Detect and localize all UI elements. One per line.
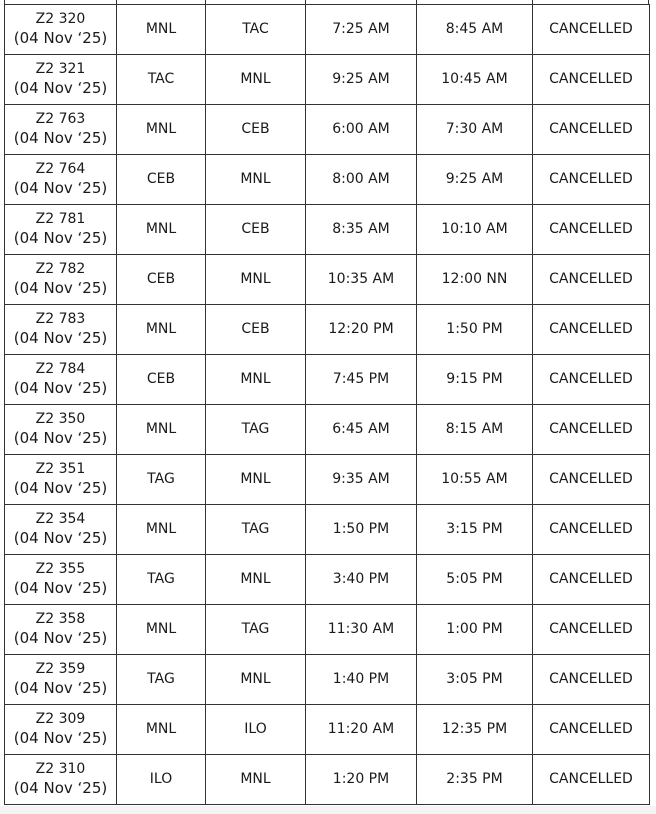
flight-cell <box>5 205 117 255</box>
table-row <box>5 255 650 305</box>
departure-time-cell: 10:35 AM <box>306 255 417 305</box>
destination-cell: MNL <box>206 555 306 605</box>
departure-time-cell: 8:00 AM <box>306 155 417 205</box>
arrival-time-cell: 2:35 PM <box>417 755 533 805</box>
table-row <box>5 655 650 705</box>
status-cell: CANCELLED <box>533 255 650 305</box>
origin-cell: MNL <box>117 205 206 255</box>
table-row <box>5 505 650 555</box>
flight-number: Z2 350 <box>35 411 86 427</box>
arrival-time-cell: 3:05 PM <box>417 655 533 705</box>
origin-cell: MNL <box>117 5 206 55</box>
arrival-time-cell: 10:10 AM <box>417 205 533 255</box>
status-cell: CANCELLED <box>533 705 650 755</box>
departure-time-cell: 7:45 PM <box>306 355 417 405</box>
destination-cell: CEB <box>206 105 306 155</box>
origin-cell: MNL <box>117 505 206 555</box>
destination-cell: TAG <box>206 605 306 655</box>
status-cell: CANCELLED <box>533 105 650 155</box>
departure-time-cell: 9:25 AM <box>306 55 417 105</box>
origin-cell: MNL <box>117 405 206 455</box>
flight-cell <box>5 455 117 505</box>
table-row <box>5 555 650 605</box>
flight-date: (04 Nov ‘25) <box>13 629 108 647</box>
flight-number: Z2 782 <box>35 261 86 277</box>
arrival-time-cell: 3:15 PM <box>417 505 533 555</box>
flight-rows <box>5 5 650 805</box>
status-cell: CANCELLED <box>533 555 650 605</box>
arrival-time-cell: 7:30 AM <box>417 105 533 155</box>
arrival-time-cell: 1:50 PM <box>417 305 533 355</box>
status-cell: CANCELLED <box>533 355 650 405</box>
flight-date: (04 Nov ‘25) <box>13 179 108 197</box>
flight-cell <box>5 655 117 705</box>
flight-number: Z2 358 <box>35 611 86 627</box>
departure-time-cell: 7:25 AM <box>306 5 417 55</box>
destination-cell: MNL <box>206 455 306 505</box>
origin-cell: TAG <box>117 655 206 705</box>
destination-cell: MNL <box>206 355 306 405</box>
origin-cell: MNL <box>117 105 206 155</box>
status-cell: CANCELLED <box>533 605 650 655</box>
table-row <box>5 755 650 805</box>
status-cell: CANCELLED <box>533 405 650 455</box>
flight-cell <box>5 5 117 55</box>
flight-date: (04 Nov ‘25) <box>13 579 108 597</box>
status-cell: CANCELLED <box>533 655 650 705</box>
flight-date: (04 Nov ‘25) <box>13 329 108 347</box>
flight-cell <box>5 755 117 805</box>
table-row <box>5 405 650 455</box>
destination-cell: TAG <box>206 505 306 555</box>
page-bottom-edge <box>0 806 656 814</box>
table-row <box>5 455 650 505</box>
origin-cell: MNL <box>117 605 206 655</box>
departure-time-cell: 12:20 PM <box>306 305 417 355</box>
flight-number: Z2 784 <box>35 361 86 377</box>
status-cell: CANCELLED <box>533 455 650 505</box>
flight-date: (04 Nov ‘25) <box>13 679 108 697</box>
destination-cell: CEB <box>206 205 306 255</box>
status-cell: CANCELLED <box>533 55 650 105</box>
origin-cell: ILO <box>117 755 206 805</box>
arrival-time-cell: 9:25 AM <box>417 155 533 205</box>
departure-time-cell: 3:40 PM <box>306 555 417 605</box>
table-row <box>5 605 650 655</box>
arrival-time-cell: 12:00 NN <box>417 255 533 305</box>
departure-time-cell: 11:20 AM <box>306 705 417 755</box>
departure-time-cell: 1:20 PM <box>306 755 417 805</box>
table-row <box>5 105 650 155</box>
flight-date: (04 Nov ‘25) <box>13 29 108 47</box>
origin-cell: TAG <box>117 555 206 605</box>
flight-number: Z2 321 <box>35 61 86 77</box>
flight-number: Z2 309 <box>35 711 86 727</box>
flight-cell <box>5 355 117 405</box>
flight-cell <box>5 705 117 755</box>
destination-cell: MNL <box>206 255 306 305</box>
flight-number: Z2 320 <box>35 11 86 27</box>
flight-cell <box>5 305 117 355</box>
status-cell: CANCELLED <box>533 305 650 355</box>
flight-number: Z2 764 <box>35 161 86 177</box>
arrival-time-cell: 5:05 PM <box>417 555 533 605</box>
table-row <box>5 205 650 255</box>
destination-cell: MNL <box>206 155 306 205</box>
flight-cell <box>5 605 117 655</box>
table-row <box>5 705 650 755</box>
origin-cell: CEB <box>117 255 206 305</box>
flight-cell <box>5 105 117 155</box>
arrival-time-cell: 9:15 PM <box>417 355 533 405</box>
arrival-time-cell: 8:15 AM <box>417 405 533 455</box>
destination-cell: MNL <box>206 755 306 805</box>
departure-time-cell: 6:00 AM <box>306 105 417 155</box>
arrival-time-cell: 12:35 PM <box>417 705 533 755</box>
table-row <box>5 355 650 405</box>
flight-cell <box>5 255 117 305</box>
destination-cell: ILO <box>206 705 306 755</box>
flight-number: Z2 359 <box>35 661 86 677</box>
destination-cell: CEB <box>206 305 306 355</box>
flight-date: (04 Nov ‘25) <box>13 729 108 747</box>
arrival-time-cell: 1:00 PM <box>417 605 533 655</box>
flight-number: Z2 310 <box>35 761 86 777</box>
flight-date: (04 Nov ‘25) <box>13 79 108 97</box>
destination-cell: MNL <box>206 55 306 105</box>
departure-time-cell: 1:40 PM <box>306 655 417 705</box>
destination-cell: MNL <box>206 655 306 705</box>
flight-date: (04 Nov ‘25) <box>13 779 108 797</box>
status-cell: CANCELLED <box>533 505 650 555</box>
status-cell: CANCELLED <box>533 5 650 55</box>
departure-time-cell: 6:45 AM <box>306 405 417 455</box>
origin-cell: MNL <box>117 705 206 755</box>
table-row <box>5 305 650 355</box>
departure-time-cell: 8:35 AM <box>306 205 417 255</box>
flight-number: Z2 355 <box>35 561 86 577</box>
origin-cell: CEB <box>117 355 206 405</box>
origin-cell: TAG <box>117 455 206 505</box>
table-row <box>5 55 650 105</box>
flight-cancellations-table-container <box>4 4 650 805</box>
flight-date: (04 Nov ‘25) <box>13 429 108 447</box>
table-row <box>5 5 650 55</box>
status-cell: CANCELLED <box>533 755 650 805</box>
origin-cell: TAC <box>117 55 206 105</box>
flight-date: (04 Nov ‘25) <box>13 279 108 297</box>
departure-time-cell: 9:35 AM <box>306 455 417 505</box>
flight-cell <box>5 505 117 555</box>
flight-number: Z2 351 <box>35 461 86 477</box>
departure-time-cell: 11:30 AM <box>306 605 417 655</box>
flight-number: Z2 354 <box>35 511 86 527</box>
status-cell: CANCELLED <box>533 205 650 255</box>
flight-date: (04 Nov ‘25) <box>13 529 108 547</box>
flight-number: Z2 783 <box>35 311 86 327</box>
flight-cell <box>5 555 117 605</box>
arrival-time-cell: 10:45 AM <box>417 55 533 105</box>
origin-cell: MNL <box>117 305 206 355</box>
flight-cell <box>5 55 117 105</box>
flight-cancellations-table <box>4 4 650 805</box>
destination-cell: TAC <box>206 5 306 55</box>
table-row <box>5 155 650 205</box>
origin-cell: CEB <box>117 155 206 205</box>
flight-number: Z2 781 <box>35 211 86 227</box>
flight-cell <box>5 155 117 205</box>
arrival-time-cell: 8:45 AM <box>417 5 533 55</box>
flight-cell <box>5 405 117 455</box>
destination-cell: TAG <box>206 405 306 455</box>
flight-date: (04 Nov ‘25) <box>13 379 108 397</box>
status-cell: CANCELLED <box>533 155 650 205</box>
flight-date: (04 Nov ‘25) <box>13 229 108 247</box>
flight-date: (04 Nov ‘25) <box>13 129 108 147</box>
arrival-time-cell: 10:55 AM <box>417 455 533 505</box>
flight-date: (04 Nov ‘25) <box>13 479 108 497</box>
departure-time-cell: 1:50 PM <box>306 505 417 555</box>
flight-number: Z2 763 <box>35 111 86 127</box>
